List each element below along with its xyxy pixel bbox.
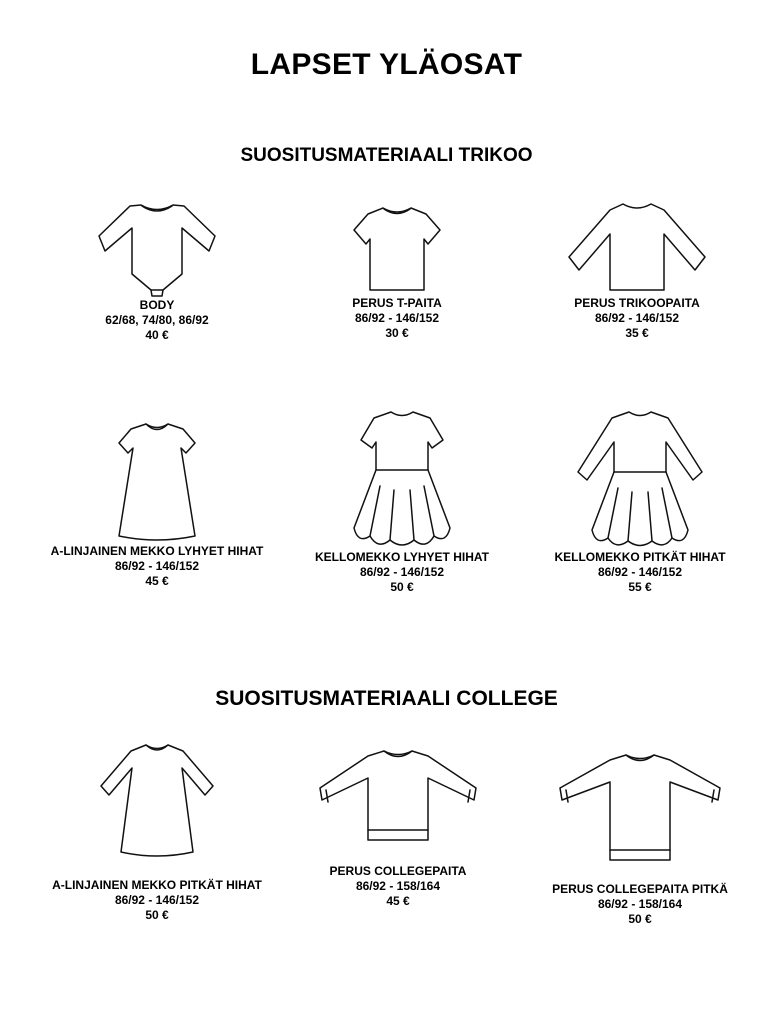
product-perus-t-paita: [277, 206, 517, 341]
product-name: PERUS T-PAITA: [352, 296, 442, 310]
product-sizes: 86/92 - 146/152: [114, 559, 200, 573]
product-price: 40 €: [145, 328, 169, 342]
product-name: PERUS TRIKOOPAITA: [574, 296, 700, 310]
long-sweatshirt-icon: [558, 752, 722, 882]
product-bell-dress-long-sleeve: [520, 408, 760, 595]
product-price: 55 €: [628, 580, 652, 594]
product-perus-trikoopaita: [517, 200, 757, 341]
page-title: LAPSET YLÄOSAT: [250, 48, 523, 81]
product-a-line-dress-short-sleeve: [37, 420, 277, 589]
product-price: 50 €: [628, 912, 652, 926]
product-a-line-dress-long-sleeve: [37, 742, 277, 923]
bodysuit-icon: [97, 198, 217, 298]
product-price: 50 €: [145, 908, 169, 922]
a-line-dress-long-sleeve-icon: [97, 742, 217, 878]
product-body: [37, 198, 277, 343]
section-title-trikoo: SUOSITUSMATERIAALI TRIKOO: [240, 145, 533, 166]
product-sizes: 86/92 - 146/152: [354, 311, 440, 325]
bell-dress-short-sleeve-icon: [342, 408, 462, 550]
product-sizes: 86/92 - 146/152: [114, 893, 200, 907]
product-bell-dress-short-sleeve: [282, 408, 522, 595]
product-name: PERUS COLLEGEPAITA PITKÄ: [552, 882, 728, 896]
product-name: KELLOMEKKO PITKÄT HIHAT: [554, 550, 726, 564]
product-sizes: 86/92 - 146/152: [594, 311, 680, 325]
product-name: A-LINJAINEN MEKKO PITKÄT HIHAT: [52, 878, 262, 892]
long-sleeve-shirt-icon: [562, 200, 712, 296]
product-perus-collegepaita-pitka: [520, 752, 760, 927]
product-perus-collegepaita: [278, 748, 518, 909]
product-name: PERUS COLLEGEPAITA: [329, 864, 467, 878]
product-name: KELLOMEKKO LYHYET HIHAT: [314, 550, 489, 564]
product-sizes: 86/92 - 158/164: [355, 879, 441, 893]
product-price: 45 €: [145, 574, 169, 588]
product-price: 35 €: [625, 326, 649, 340]
a-line-dress-short-sleeve-icon: [97, 420, 217, 544]
product-name: A-LINJAINEN MEKKO LYHYET HIHAT: [50, 544, 264, 558]
product-price: 50 €: [390, 580, 414, 594]
product-price: 45 €: [386, 894, 410, 908]
product-price: 30 €: [385, 326, 409, 340]
tshirt-icon: [337, 206, 457, 296]
product-sizes: 62/68, 74/80, 86/92: [105, 313, 209, 327]
product-sizes: 86/92 - 146/152: [597, 565, 683, 579]
section-title-college: SUOSITUSMATERIAALI COLLEGE: [215, 687, 558, 710]
product-sizes: 86/92 - 146/152: [359, 565, 445, 579]
product-sizes: 86/92 - 158/164: [597, 897, 683, 911]
product-name: BODY: [139, 298, 175, 312]
bell-dress-long-sleeve-icon: [570, 408, 710, 550]
sweatshirt-icon: [318, 748, 478, 864]
